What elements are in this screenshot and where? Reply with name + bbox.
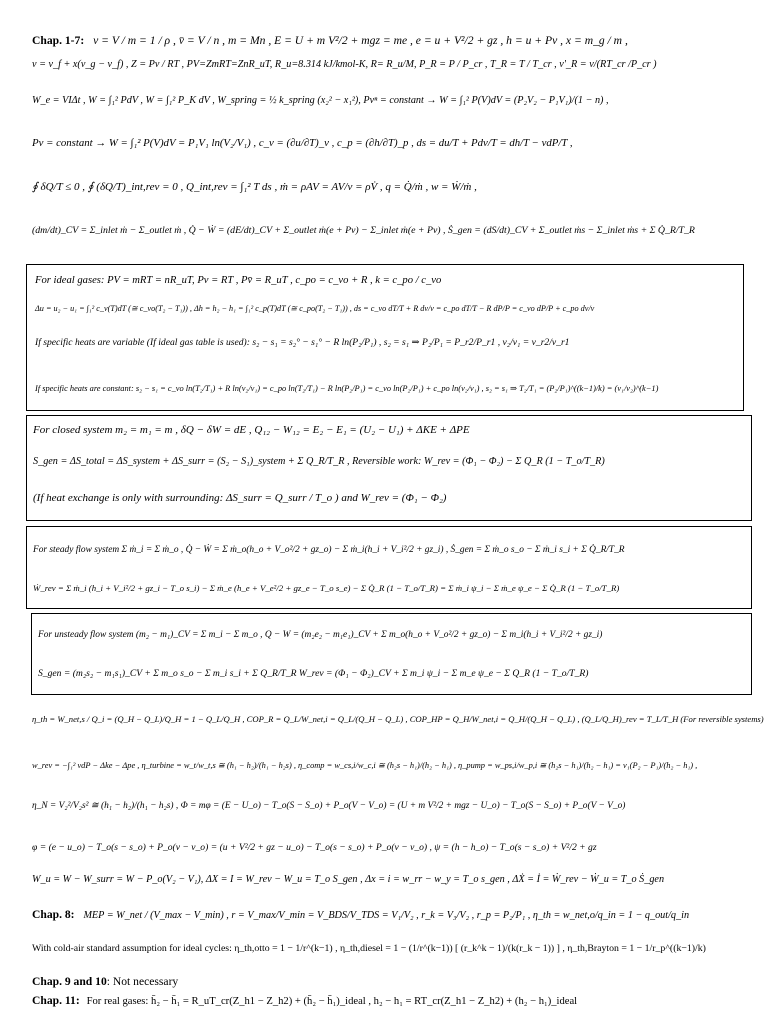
chap9-10-heading: Chap. 9 and 10 <box>32 975 107 988</box>
efficiency-line-3: η_N = V₂²/V₂s² ≅ (h₁ − h₂)/(h₁ − h₂s) , Φ = mφ = (E − U_o) − T_o(S − S_o) + P_o(V − V_o) = (U + m V²/2 + mgz − U_o) − T_o(S − S_o) + P_o(V − V_o) <box>32 801 626 811</box>
ideal-gases-line-3: If specific heats are variable (If ideal gas table is used): s₂ − s₁ = s₂° − s₁° − R ln(P₂/P₁) , s₂ = s₁ ⇒ P₂/P₁ = P_r2/P_r1 , v₂/v₁ = v_r2/v_r1 <box>35 337 570 348</box>
efficiency-line-1: η_th = W_net,s / Q_i = (Q_H − Q_L)/Q_H = 1 − Q_L/Q_H , COP_R = Q_L/W_net,i = Q_L/(Q_H − Q_L) , COP_HP = Q_H/W_net,i = Q_H/(Q_H − Q_L) , (Q_L/Q_H)_rev = T_L/T_H (For reversible systems) <box>32 714 764 724</box>
ideal-gases-box <box>26 264 744 411</box>
chap8-eq-1: MEP = W_net / (V_max − V_min) , r = V_max/V_min = V_BDS/V_TDS = V₁/V₂ , r_k = V₃/V₂ , r_p = P₂/P₁ , η_th = w_net,o/q_in = 1 − q_out/q_in <box>83 910 690 921</box>
chap11-text: For real gases: h̄₂ − h̄₁ = R_uT_cr(Z_h1 − Z_h2) + (h̄₂ − h̄₁)_ideal , h₂ − h₁ = RT_cr(Z_h1 − Z_h2) + (h₂ − h₁)_ideal <box>86 996 578 1007</box>
ideal-gases-line-4: If specific heats are constant: s₂ − s₁ = c_vo ln(T₂/T₁) + R ln(v₂/v₁) = c_po ln(T₂/T₁) − R ln(P₂/P₁) = c_vo ln(P₂/P₁) + c_po ln(v₂/v₁) , s₂ = s₁ ⇒ T₂/T₁ = (P₂/P₁)^((k−1)/k) = (v₁/v₂)^(k−1) <box>35 384 659 393</box>
ideal-gases-line-1: For ideal gases: PV = mRT = nR_uT, Pv = RT , Pv̄ = R_uT , c_po = c_vo + R , k = c_po / c_vo <box>35 275 442 286</box>
ideal-gases-line-2: Δu = u₂ − u₁ = ∫₁² c_v(T)dT (≅ c_vo(T₂ − T₁)) , Δh = h₂ − h₁ = ∫₁² c_p(T)dT (≅ c_po(T₂ − T₁)) , ds = c_vo dT/T + R dv/v = c_po dT/T − R dP/P = c_vo dP/P + c_po dv/v <box>35 304 595 313</box>
chap1-7-eq-6: (dm/dt)_CV = Σ_inlet ṁ − Σ_outlet ṁ , Q̇ − Ẇ = (dE/dt)_CV + Σ_outlet ṁ(e + Pv) − Σ_inlet ṁ(e + Pv) , Ṡ_gen = (dS/dt)_CV + Σ_outlet ṁs − Σ_inlet ṁs + Σ Q̇_R/T_R <box>32 225 695 236</box>
efficiency-line-2: w_rev = −∫₁² vdP − Δke − Δpe , η_turbine = w_t/w_t,s ≅ (h₁ − h₂)/(h₁ − h₂s) , η_comp = w_cs,i/w_c,i ≅ (h₂s − h₁)/(h₂ − h₁) , η_pump = w_ps,i/w_p,i ≅ (h₂s − h₁)/(h₂ − h₁) = v₁(P₂ − P₁)/(h₂ − h₁) , <box>32 761 698 770</box>
steady-flow-box <box>26 526 752 609</box>
unsteady-flow-line-2: S_gen = (m₂s₂ − m₁s₁)_CV + Σ m_o s_o − Σ m_i s_i + Σ Q_R/T_R W_rev = (Φ₁ − Φ₂)_CV + Σ m_i ψ_i − Σ m_e ψ_e − Σ Q_R (1 − T_o/T_R) <box>38 668 589 679</box>
chap8-line-1 <box>32 908 689 923</box>
efficiency-line-5: W_u = W − W_surr = W − P_o(V₂ − V₁), ΔX = I = W_rev − W_u = T_o S_gen , Δx = i = w_rr − w_y = T_o s_gen , ΔẊ = İ = Ẇ_rev − Ẇ_u = T_o Ṡ_gen <box>32 874 665 885</box>
steady-flow-line-1: For steady flow system Σ ṁ_i = Σ ṁ_o , Q̇ − Ẇ = Σ ṁ_o(h_o + V_o²/2 + gz_o) − Σ ṁ_i(h_i + V_i²/2 + gz_i) , Ṡ_gen = Σ ṁ_o s_o − Σ ṁ_i s_i + Σ Q̇_R/T_R <box>33 545 625 555</box>
chap11-line <box>32 994 577 1009</box>
closed-system-box <box>26 415 752 521</box>
chap9-10-line <box>32 975 178 989</box>
unsteady-flow-box <box>31 613 752 695</box>
chap1-7-eq-3: W_e = VIΔt , W = ∫₁² PdV , W = ∫₁² P_K dV , W_spring = ½ k_spring (x₂² − x₁²), Pvⁿ = constant → W = ∫₁² P(V)dV = (P₂V₂ − P₁V₁)/(1 − n) , <box>32 95 609 106</box>
closed-system-line-3: (If heat exchange is only with surrounding: ΔS_surr = Q_surr / T_o ) and W_rev = (Φ₁ − Φ₂) <box>33 492 447 504</box>
closed-system-line-1: For closed system m₂ = m₁ = m , δQ − δW = dE , Q₁₂ − W₁₂ = E₂ − E₁ = (U₂ − U₁) + ΔKE + ΔPE <box>33 424 470 436</box>
chap11-heading: Chap. 11: <box>32 994 80 1007</box>
unsteady-flow-line-1: For unsteady flow system (m₂ − m₁)_CV = Σ m_i − Σ m_o , Q − W = (m₂e₂ − m₁e₁)_CV + Σ m_o(h_o + V_o²/2 + gz_o) − Σ m_i(h_i + V_i²/2 + gz_i) <box>38 630 603 640</box>
chap8-heading: Chap. 8: <box>32 908 75 921</box>
chap9-10-text: : Not necessary <box>106 975 179 988</box>
chap1-7-heading: Chap. 1-7: <box>32 34 85 47</box>
chap1-7-eq-1: v = V / m = 1 / ρ , v̄ = V / n , m = Mn , E = U + m V²/2 + mgz = me , e = u + V²/2 + gz , h = u + Pv , x = m_g / m , <box>93 34 628 47</box>
chap1-7-eq-2: v = v_f + x(v_g − v_f) , Z = Pv / RT , PV=ZmRT=ZnR_uT, R_u=8.314 kJ/kmol-K, R= R_u/M, P_R = P / P_cr , T_R = T / T_cr , v'_R = v/(RT_cr /P_cr ) <box>32 59 657 70</box>
chap1-7-eq-4: Pv = constant → W = ∫₁² P(V)dV = P₁V₁ ln(V₂/V₁) , c_v = (∂u/∂T)_v , c_p = (∂h/∂T)_p , ds = du/T + Pdv/T = dh/T − vdP/T , <box>32 137 573 149</box>
chap8-eq-2: With cold-air standard assumption for ideal cycles: η_th,otto = 1 − 1/r^(k−1) , η_th,diesel = 1 − (1/r^(k−1)) [ (r_k^k − 1)/(k(r_k − 1)) ] , η_th,Brayton = 1 − 1/r_p^((k−1)/k) <box>32 943 706 954</box>
closed-system-line-2: S_gen = ΔS_total = ΔS_system + ΔS_surr = (S₂ − S₁)_system + Σ Q_R/T_R , Reversible work: W_rev = (Φ₁ − Φ₂) − Σ Q_R (1 − T_o/T_R) <box>33 456 605 467</box>
chap1-7-eq-5: ∮ δQ/T ≤ 0 , ∮ (δQ/T)_int,rev = 0 , Q_int,rev = ∫₁² T ds , ṁ = ρAV = AV/v = ρV̇ , q = Q̇/ṁ , w = Ẇ/ṁ , <box>32 181 477 193</box>
efficiency-line-4: φ = (e − u_o) − T_o(s − s_o) + P_o(v − v_o) = (u + V²/2 + gz − u_o) − T_o(s − s_o) + P_o(v − v_o) , ψ = (h − h_o) − T_o(s − s_o) + V²/2 + gz <box>32 842 597 853</box>
chap1-7-line-1 <box>32 34 628 48</box>
steady-flow-line-2: Ẇ_rev = Σ ṁ_i (h_i + V_i²/2 + gz_i − T_o s_i) − Σ ṁ_e (h_e + V_e²/2 + gz_e − T_o s_e) − Σ Q̇_R (1 − T_o/T_R) = Σ ṁ_i ψ_i − Σ ṁ_e ψ_e − Σ Q̇_R (1 − T_o/T_R) <box>33 583 620 593</box>
